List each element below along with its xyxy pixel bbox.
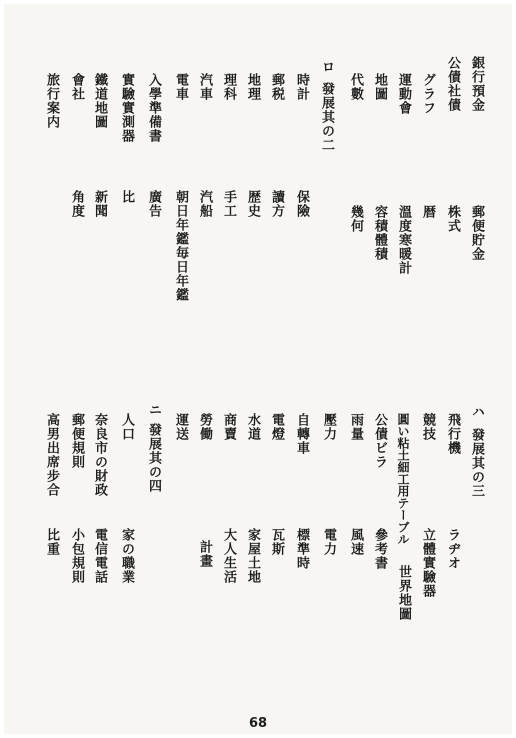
entry: 地圖 (372, 73, 387, 101)
entry: 風速 (348, 528, 363, 556)
entry: 標準時 (294, 528, 309, 570)
entry: 廣告 (146, 190, 161, 218)
entry: 商賣 (221, 413, 236, 441)
entry: 郵便貯金 (469, 205, 484, 261)
entry: 立體實驗器 (420, 528, 435, 598)
entry: 參考書 (372, 528, 387, 570)
entry: 株式 (445, 205, 460, 233)
entry: 圓い粘土細工用テーブル (396, 413, 410, 545)
entry: 新聞 (92, 190, 107, 218)
entry: 奈良市の財政 (92, 413, 107, 497)
entry: 電力 (321, 528, 336, 556)
entry: 理科 (221, 73, 236, 101)
entry: 讀方 (269, 190, 284, 218)
entry: 郵便規則 (69, 413, 84, 469)
entry: 地理 (245, 73, 260, 101)
entry: 大人生活 (221, 528, 236, 584)
entry: 旅行案内 (44, 73, 59, 129)
section-label: ハ (469, 405, 484, 419)
entry: 保險 (294, 190, 309, 218)
entry: 小包規則 (69, 528, 84, 584)
entry: 競技 (420, 413, 435, 441)
entry: ラヂオ (445, 528, 460, 570)
entry: 時計 (294, 73, 309, 101)
entry: 汽船 (197, 190, 212, 218)
section-heading: 發展其の四 (146, 423, 161, 493)
entry: 電燈 (269, 413, 284, 441)
entry: 運送 (173, 413, 188, 441)
section-heading: 發展其の三 (469, 428, 484, 498)
entry: 實驗實測器 (119, 73, 134, 143)
entry: 世界地圖 (396, 565, 411, 621)
entry: 勞働 (197, 413, 212, 441)
entry: 高男出席步合 (44, 413, 59, 497)
section-label: ロ (319, 60, 334, 74)
entry: 瓦斯 (269, 528, 284, 556)
entry: 飛行機 (445, 413, 460, 455)
entry: 計畫 (197, 540, 212, 568)
entry: 手工 (221, 190, 236, 218)
entry: 入學準備書 (146, 73, 161, 143)
entry: 幾何 (348, 205, 363, 233)
entry: 家の職業 (119, 528, 134, 584)
entry: 自轉車 (294, 413, 309, 455)
section-heading: 發展其の二 (319, 82, 334, 152)
entry: 人口 (119, 413, 134, 441)
entry: 角度 (69, 190, 84, 218)
entry: 公債ビラ (372, 413, 387, 469)
entry: 比重 (44, 528, 59, 556)
entry: 水道 (245, 413, 260, 441)
page-number: 68 (248, 716, 268, 731)
entry: 鐵道地圖 (92, 73, 107, 129)
entry: 公債社債 (445, 56, 460, 112)
entry: 家屋土地 (245, 528, 260, 584)
entry: 壓力 (321, 413, 336, 441)
page (4, 4, 512, 734)
entry: 電車 (173, 73, 188, 101)
entry: 銀行預金 (469, 56, 484, 112)
entry: 容積體積 (372, 205, 387, 261)
entry: 比 (119, 190, 134, 204)
entry: 運動會 (396, 73, 411, 115)
entry: 郵税 (269, 73, 284, 101)
entry: グラフ (420, 73, 435, 115)
section-label: ニ (146, 403, 161, 417)
entry: 代數 (348, 73, 363, 101)
entry: 電信電話 (92, 528, 107, 584)
entry: 會社 (69, 73, 84, 101)
entry: 汽車 (197, 73, 212, 101)
entry: 暦 (420, 205, 435, 219)
entry: 朝日年鑑毎日年鑑 (173, 190, 188, 302)
entry: 雨量 (348, 413, 363, 441)
entry: 歴史 (245, 190, 260, 218)
entry: 溫度寒暖計 (396, 205, 411, 275)
